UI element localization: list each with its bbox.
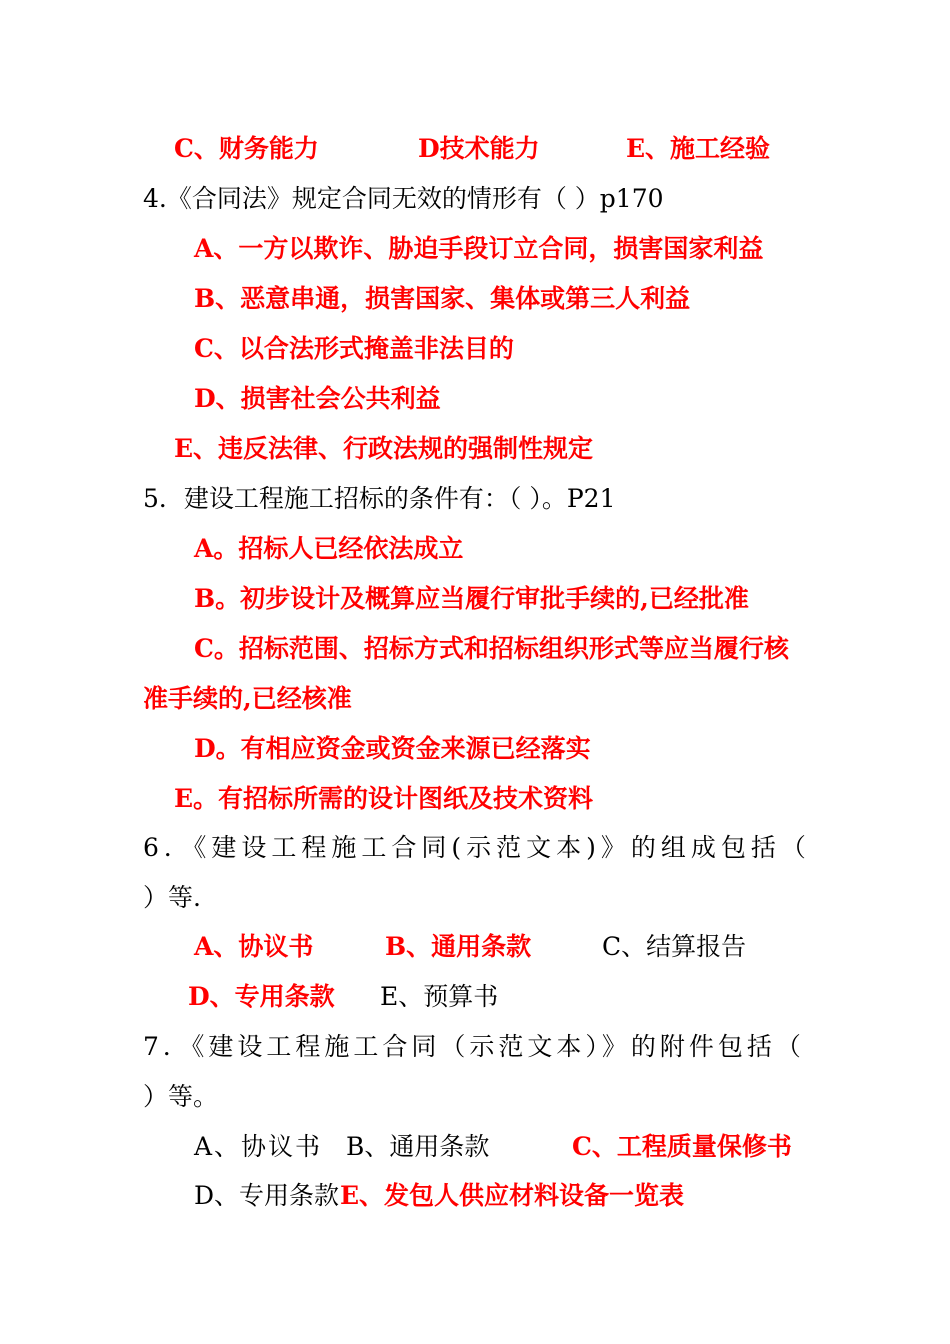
q6-stem-line1: 6．《建设工程施工合同(示范文本)》的组成包括（ bbox=[143, 833, 811, 862]
q4-stem: 4.《合同法》规定合同无效的情形有（ ）p170 bbox=[143, 184, 664, 213]
q4-option-c: C、以合法形式掩盖非法目的 bbox=[194, 334, 514, 363]
q3-option-d: D技术能力 bbox=[418, 134, 540, 163]
q6-stem-line2: ）等. bbox=[143, 883, 201, 912]
q7-stem-line1: 7．《建设工程施工合同（示范文本）》的附件包括（ bbox=[143, 1032, 805, 1061]
q3-option-c: C、财务能力 bbox=[174, 134, 319, 163]
q5-option-d: D。有相应资金或资金来源已经落实 bbox=[194, 734, 591, 763]
q7-option-e: E、发包人供应材料设备一览表 bbox=[340, 1181, 685, 1210]
q6-option-a: A、协议书 bbox=[194, 932, 314, 961]
q3-option-e: E、施工经验 bbox=[626, 134, 771, 163]
q5-option-c-line2: 准手续的,已经核准 bbox=[143, 684, 352, 713]
q5-stem: 5．建设工程施工招标的条件有：（ ）。P21 bbox=[143, 484, 616, 513]
q5-option-e: E。有招标所需的设计图纸及技术资料 bbox=[174, 784, 594, 813]
q6-option-d: D、专用条款 bbox=[188, 982, 335, 1011]
q4-option-b: B、恶意串通，损害国家、集体或第三人利益 bbox=[194, 284, 691, 313]
q7-option-a: A、协议书 bbox=[194, 1132, 323, 1161]
q4-option-e: E、违反法律、行政法规的强制性规定 bbox=[174, 434, 594, 463]
q5-option-c-line1: C。招标范围、招标方式和招标组织形式等应当履行核 bbox=[194, 634, 789, 663]
q7-option-c: C、工程质量保修书 bbox=[572, 1132, 792, 1161]
q5-option-a: A。招标人已经依法成立 bbox=[194, 534, 464, 563]
q6-option-e: E、预算书 bbox=[380, 982, 499, 1011]
q6-option-b: B、通用条款 bbox=[385, 932, 532, 961]
q7-option-d: D、专用条款 bbox=[194, 1181, 340, 1210]
q6-option-c: C、结算报告 bbox=[602, 932, 747, 961]
q4-option-d: D、损害社会公共利益 bbox=[194, 384, 441, 413]
q4-option-a: A、一方以欺诈、胁迫手段订立合同，损害国家利益 bbox=[194, 234, 764, 263]
q7-option-b: B、通用条款 bbox=[346, 1132, 490, 1161]
q5-option-b: B。初步设计及概算应当履行审批手续的,已经批准 bbox=[194, 584, 749, 613]
q7-stem-line2: ）等。 bbox=[143, 1082, 219, 1111]
